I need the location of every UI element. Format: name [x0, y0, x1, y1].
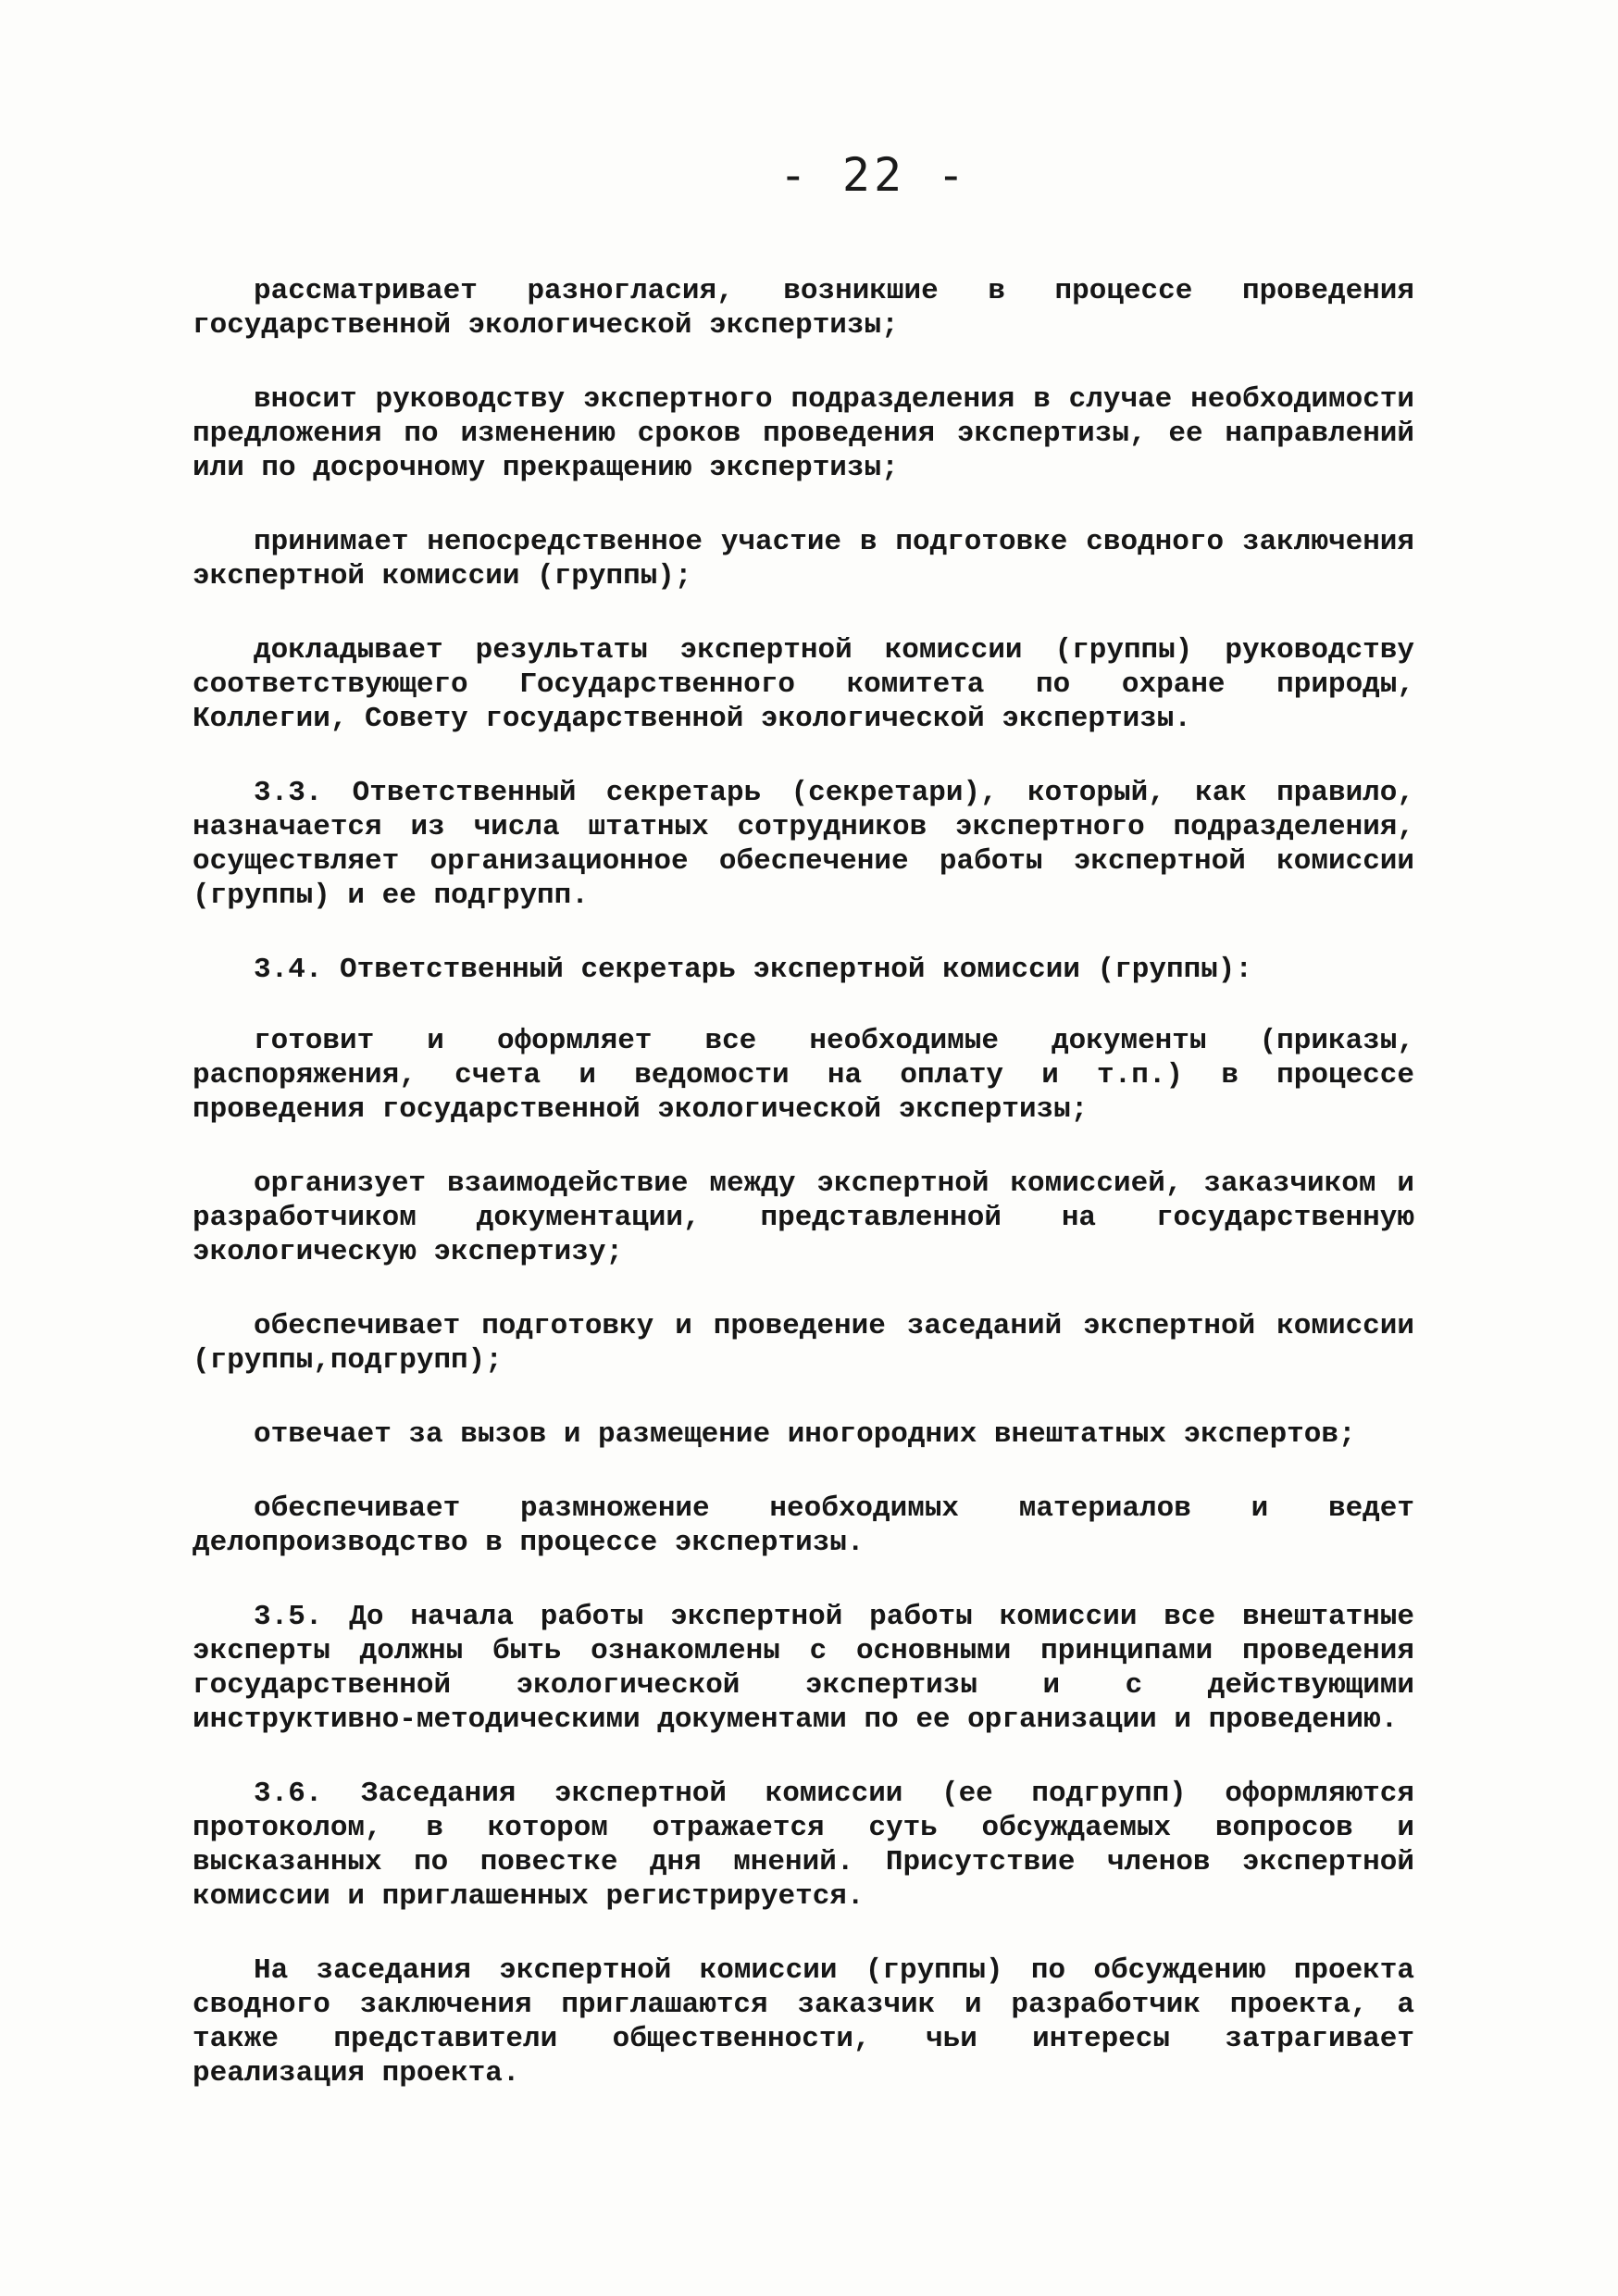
document-body — [193, 274, 1414, 2130]
paragraph: обеспечивает подготовку и проведение заседаний экспертной комиссии (группы,подгрупп); — [193, 1310, 1414, 1377]
paragraph: докладывает результаты экспертной комиссии (группы) руководству соответствующего Государственного комитета по охране природы, Коллегии, Совету государственной экологической экспертизы. — [193, 634, 1414, 735]
paragraph: 3.3. Ответственный секретарь (секретари), который, как правило, назначается из числа штатных сотрудников экспертного подразделения, осуществляет организационное обеспечение работы экспертной комиссии (группы) и ее подгрупп. — [193, 777, 1414, 912]
section-heading: 3.4. Ответственный секретарь экспертной комиссии (группы): — [254, 954, 1252, 986]
paragraph: 3.5. До начала работы экспертной работы комиссии все внештатные эксперты должны быть ознакомлены с основными принципами проведения государственной экологической экспертизы и с действующими инструктивно-методическими документами по ее организации и проведению. — [193, 1601, 1414, 1736]
page-number: - 22 - — [778, 148, 969, 202]
paragraph: отвечает за вызов и размещение иногородних внештатных экспертов; — [254, 1418, 1356, 1451]
paragraph: принимает непосредственное участие в подготовке сводного заключения экспертной комиссии (группы); — [193, 526, 1414, 593]
paragraph: 3.6. Заседания экспертной комиссии (ее подгрупп) оформляются протоколом, в котором отражается суть обсуждаемых вопросов и высказанных по повестке дня мнений. Присутствие членов экспертной комиссии и приглашенных регистрируется. — [193, 1778, 1414, 1913]
paragraph: обеспечивает размножение необходимых материалов и ведет делопроизводство в процессе экспертизы. — [193, 1492, 1414, 1559]
paragraph: готовит и оформляет все необходимые документы (приказы, распоряжения, счета и ведомости на оплату и т.п.) в процессе проведения государственной экологической экспертизы; — [193, 1025, 1414, 1126]
paragraph: организует взаимодействие между экспертной комиссией, заказчиком и разработчиком документации, представленной на государственную экологическую экспертизу; — [193, 1167, 1414, 1268]
paragraph: На заседания экспертной комиссии (группы) по обсуждению проекта сводного заключения приглашаются заказчик и разработчик проекта, а также представители общественности, чьи интересы затрагивает реализация проекта. — [193, 1954, 1414, 2090]
paragraph: рассматривает разногласия, возникшие в процессе проведения государственной экологической экспертизы; — [193, 275, 1414, 342]
paragraph: вносит руководству экспертного подразделения в случае необходимости предложения по изменению сроков проведения экспертизы, ее направлений или по досрочному прекращению экспертизы; — [193, 383, 1414, 484]
